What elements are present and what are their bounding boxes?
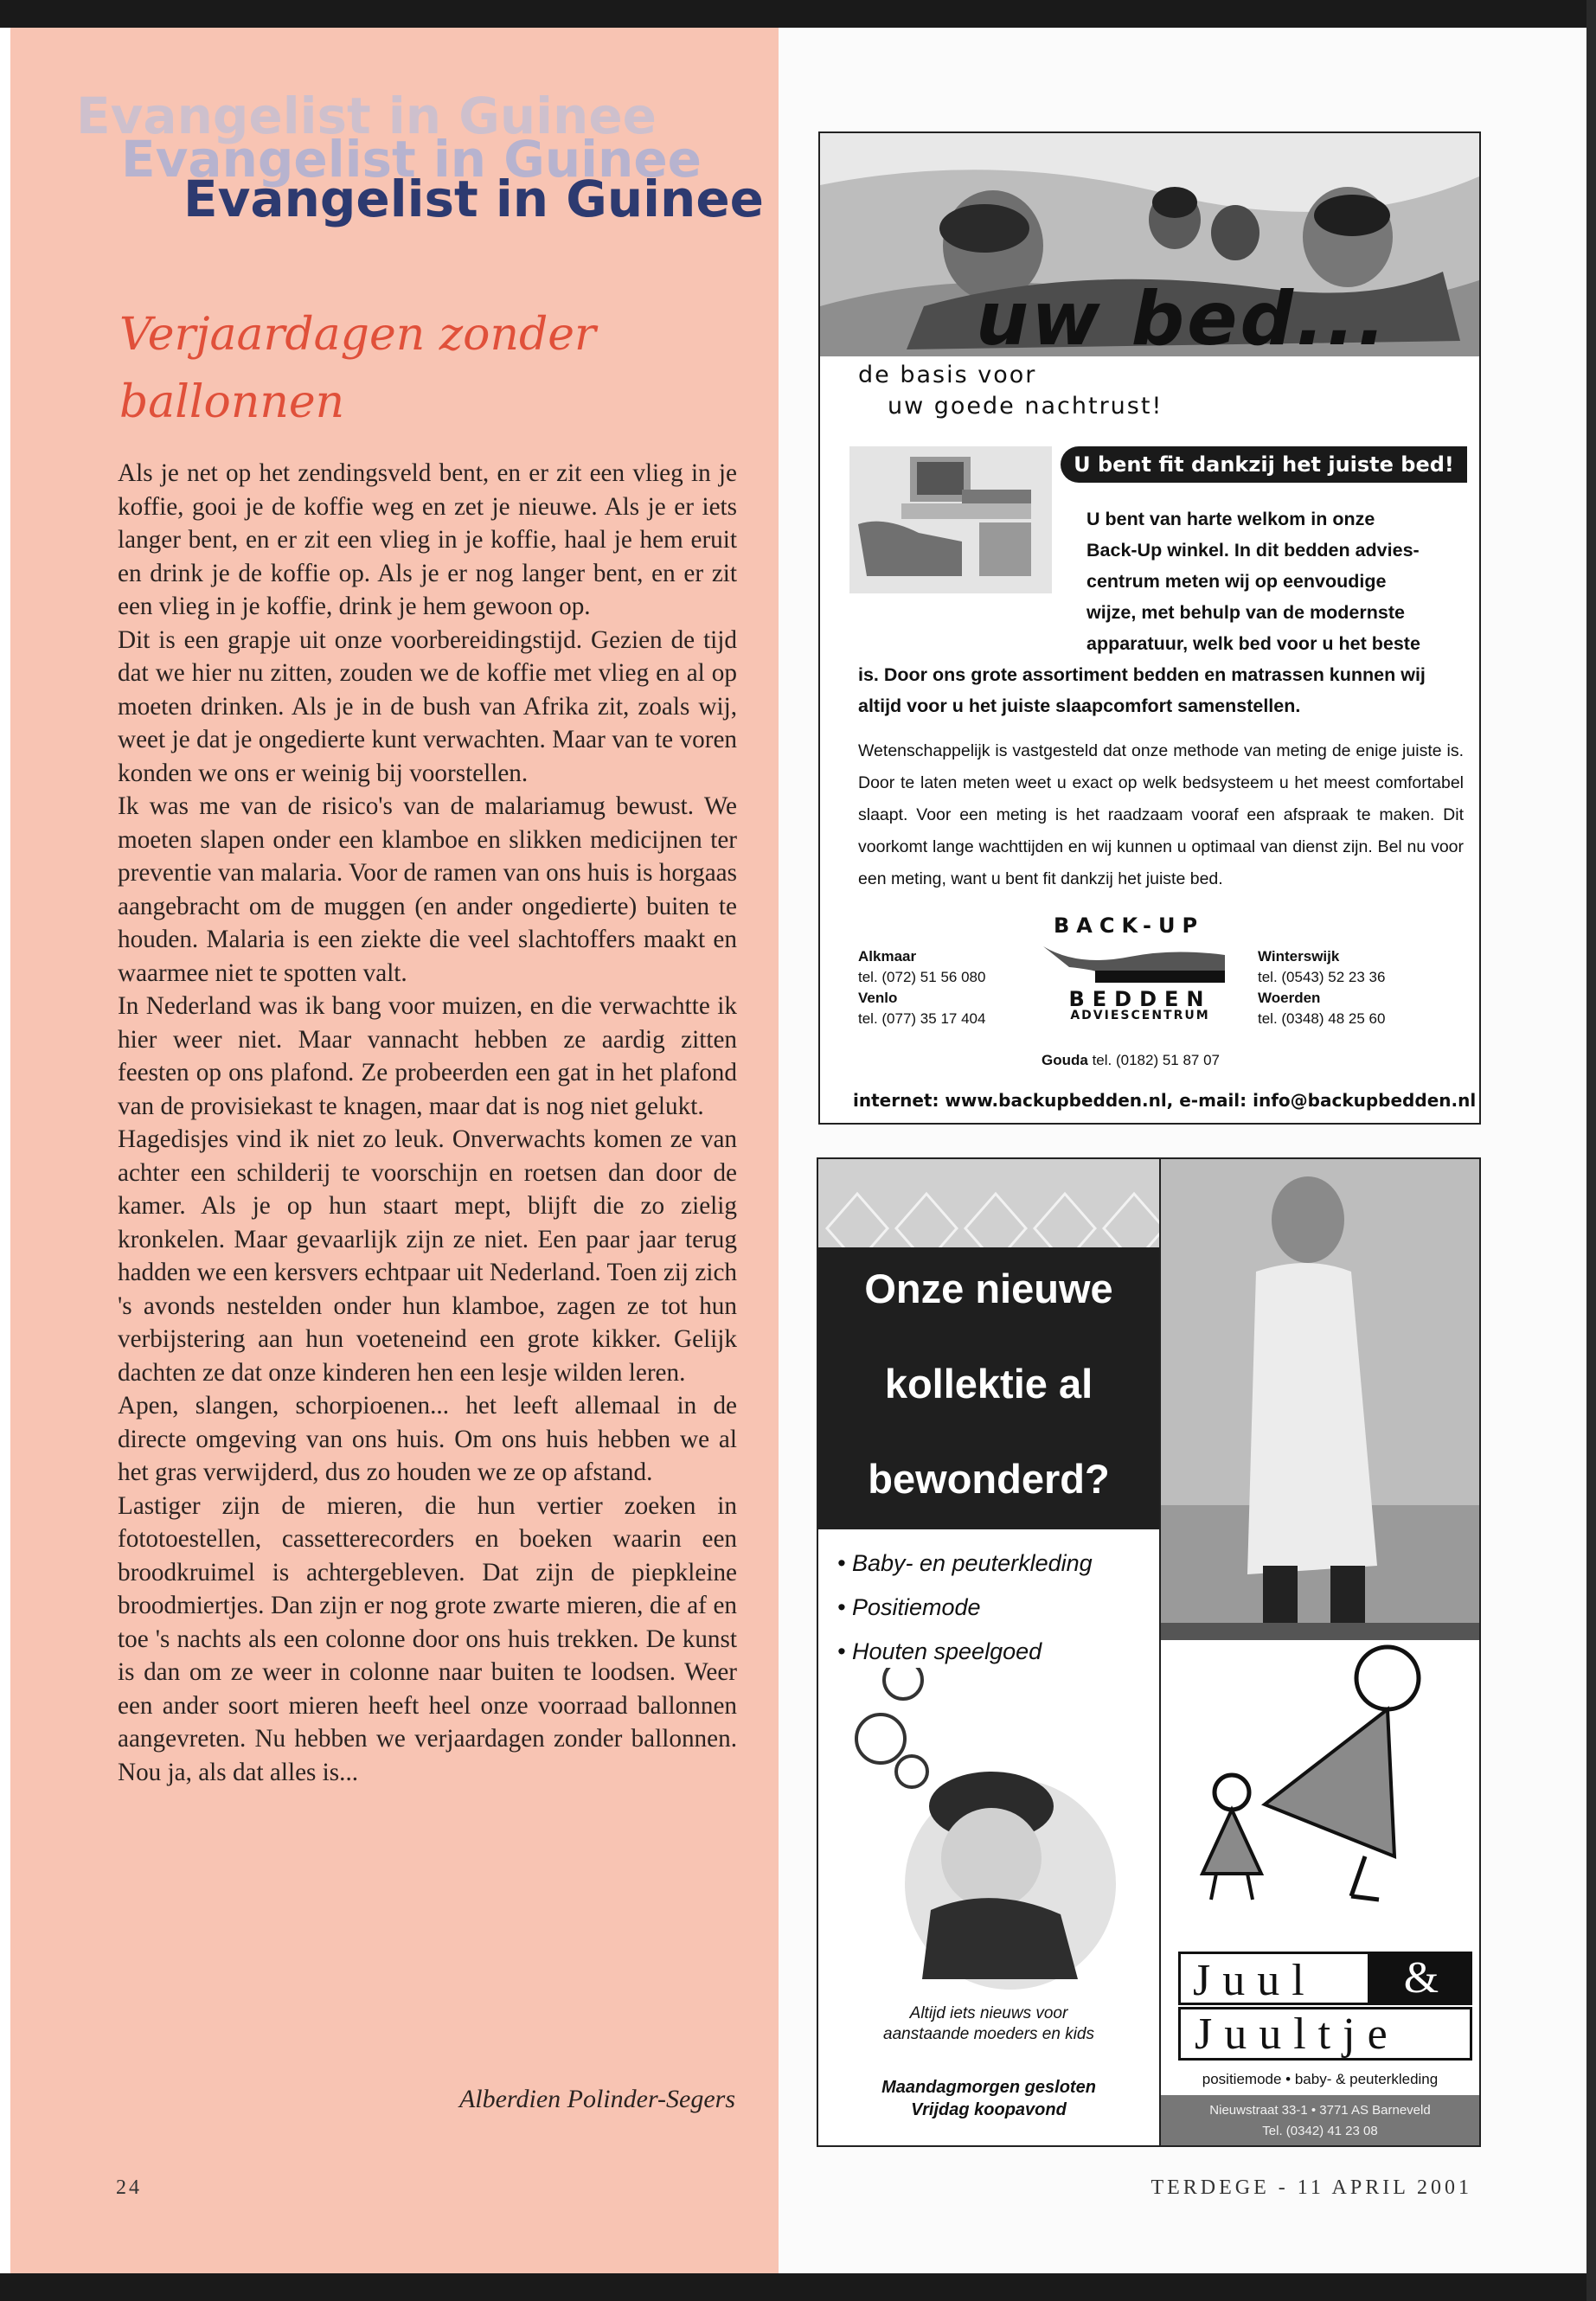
backup-headline: uw bed... — [976, 276, 1389, 362]
backup-locations-right — [1258, 946, 1385, 1029]
backup-tagline-line-2: uw goede nachtrust! — [888, 393, 1163, 420]
article-title: Evangelist in Guinee — [183, 170, 765, 228]
juul-brand-ampersand: & — [1370, 1952, 1472, 2005]
backup-intro — [858, 503, 1464, 721]
backup-logo-swoosh — [1043, 941, 1225, 983]
location-tel: tel. (077) 35 17 404 — [858, 1010, 986, 1027]
product-item: • Baby- en peuterkleding — [837, 1550, 1093, 1576]
article-paragraph: Lastiger zijn de mieren, die hun vertier zoeken in fototoestellen, cassetterecorders en boeken waarin een broodkruimel is achtergebleven. Dat zijn de piepkleine broodmiertjes. Dan zijn er nog grote zwarte mieren, die af en toe 's nachts als een colonne door ons huis trekken. De kunst is dan om ze weer in colonne naar buiten te loodsen. Weer een ander soort mieren heeft heel onze voorraad ballonnen aangevreten. Nu hebben we verjaardagen zonder ballonnen. Nou ja, als dat alles is... — [118, 1491, 737, 1786]
location-tel: tel. (0182) 51 87 07 — [1092, 1052, 1221, 1068]
page-frame-right — [1586, 0, 1596, 2301]
article-title-ghost-1: Evangelist in Guinee — [76, 87, 657, 145]
product-item: • Positiemode — [837, 1594, 981, 1620]
backup-logo-subtitle — [1054, 987, 1227, 1022]
new-arrivals-note-line-2: aanstaande moeders en kids — [883, 2025, 1094, 2043]
backup-intro-line: altijd voor u het juiste slaapcomfort samenstellen. — [858, 695, 1301, 716]
page-number: 24 — [116, 2176, 142, 2199]
new-arrivals-note — [818, 2003, 1159, 2045]
article-paragraph: Dit is een grapje uit onze voorbereidingstijd. Gezien de tijd dat we hier nu zitten, zouden we de koffie met vlieg en al op moeten drinken. Als je in de bush van Afrika zit, zoals wij, weet je dat je ongedierte kunt verwachten. Maar van te voren konden we ons er weinig bij voorstellen. — [118, 625, 737, 787]
juul-brand-word-2: Juultje — [1178, 2007, 1472, 2061]
backup-intro-line: is. Door ons grote assortiment bedden en matrassen kunnen wij — [858, 664, 1426, 685]
juul-categories: positiemode • baby- & peuterkleding — [1202, 2071, 1439, 2087]
location-tel: tel. (072) 51 56 080 — [858, 969, 986, 985]
baby-photo — [818, 1668, 1159, 1997]
article-subtitle-line-2: ballonnen — [119, 376, 345, 428]
backup-intro-line: Back-Up winkel. In dit bedden advies- — [1086, 540, 1420, 561]
location-tel: tel. (0348) 48 25 60 — [1258, 1010, 1386, 1027]
collection-heading — [818, 1247, 1159, 1529]
juul-brand-word-1: Juul — [1178, 1952, 1370, 2005]
product-list — [837, 1550, 1093, 1682]
juul-phone: Tel. (0342) 41 23 08 — [1262, 2124, 1378, 2138]
location-city: Woerden — [1258, 990, 1321, 1006]
diamond-pattern — [818, 1159, 1159, 1247]
article-body — [118, 457, 737, 1789]
juul-brand-row-1 — [1161, 1948, 1479, 2007]
juul-address-block — [1161, 2095, 1479, 2145]
backup-logo-bedden: BEDDEN — [1068, 987, 1212, 1011]
backup-contact: internet: www.backupbedden.nl, e-mail: info@backupbedden.nl — [853, 1090, 1477, 1111]
opening-hours-line-2: Vrijdag koopavond — [911, 2100, 1067, 2119]
location-city: Venlo — [858, 990, 898, 1006]
article-paragraph: Ik was me van de risico's van de malariamug bewust. We moeten slapen onder een klamboe en slikken medicijnen ter preventie van malaria. Voor de ramen van ons huis is horgaas aangebracht om de muggen (en ander ongedierte) buiten te houden. Malaria is een ziekte die veel slachtoffers maakt en waarmee niet te spotten valt. — [118, 792, 737, 987]
backup-logo-text: BACK-UP — [1054, 913, 1205, 938]
opening-hours — [818, 2076, 1159, 2121]
diamond-pattern-graphic — [818, 1159, 1159, 1247]
backup-intro-line: U bent van harte welkom in onze — [1086, 509, 1375, 529]
backup-intro-line: centrum meten wij op eenvoudige — [1086, 571, 1387, 592]
juul-juultje-ad — [817, 1157, 1481, 2147]
page-frame-top — [0, 0, 1596, 28]
collection-heading-line: bewonderd? — [868, 1456, 1110, 1502]
article-paragraph: Apen, slangen, schorpioenen... het leeft allemaal in de directe omgeving van ons huis. Om ons huis hebben we al het gras verwijderd, dus zo houden we ze op afstand. — [118, 1392, 737, 1486]
juul-juultje-logo-figures — [1161, 1640, 1479, 1913]
collection-heading-line: kollektie al — [884, 1361, 1093, 1407]
article-author: Alberdien Polinder-Segers — [458, 2085, 735, 2113]
product-item: • Houten speelgoed — [837, 1638, 1042, 1664]
woman-in-dress-photo — [1161, 1159, 1479, 1640]
backup-locations-left — [858, 946, 985, 1029]
backup-tagline — [858, 360, 1163, 422]
backup-bedden-ad — [818, 131, 1481, 1125]
backup-banner: U bent fit dankzij het juiste bed! — [1061, 446, 1467, 483]
backup-logo-adviescentrum: ADVIESCENTRUM — [1070, 1009, 1210, 1022]
juul-address: Nieuwstraat 33-1 • 3771 AS Barneveld — [1209, 2103, 1431, 2118]
new-arrivals-note-line-1: Altijd iets nieuws voor — [909, 2004, 1068, 2022]
backup-intro-line: apparatuur, welk bed voor u het beste — [1086, 633, 1420, 654]
location-city: Gouda — [1042, 1052, 1088, 1068]
backup-gouda — [1042, 1052, 1220, 1069]
backup-intro-line: wijze, met behulp van de modernste — [1086, 602, 1405, 623]
article-subtitle — [119, 301, 760, 436]
location-city: Winterswijk — [1258, 948, 1340, 965]
page-frame-bottom — [0, 2273, 1596, 2301]
opening-hours-line-1: Maandagmorgen gesloten — [881, 2078, 1096, 2097]
backup-body-text: Wetenschappelijk is vastgesteld dat onze methode van meting de enige juiste is. Door te laten meten weet u exact op welk bedsysteem u het meest comfortabel slaapt. Voor een meting is het raadzaam vooraf een afspraak te maken. Dit voorkomt lange wachttijden en wij kunnen u optimaal van dienst zijn. Bel nu voor een meting, want u bent fit dankzij het juiste bed. — [858, 741, 1464, 888]
location-city: Alkmaar — [858, 948, 917, 965]
collection-heading-line: Onze nieuwe — [864, 1266, 1113, 1311]
backup-tagline-line-1: de basis voor — [858, 362, 1037, 388]
article-subtitle-line-1: Verjaardagen zonder — [119, 309, 596, 361]
article-paragraph: Hagedisjes vind ik niet zo leuk. Onverwachts komen ze van achter een schilderij te voorschijn en roetsen dan door de kamer. Als je op hun staart mept, blijft die zo zielig kronkelen. Maar gevaarlijk zijn ze niet. Een paar jaar terug hadden we een kersvers echtpaar uit Nederland. Toen zij zich 's avonds nestelden onder hun klamboe, zagen ze tot hun verbijstering aan hun voeteneind een grote kikker. Gelijk dachten ze dat onze kinderen hen een lesje wilden leren. — [118, 1125, 737, 1387]
publication-footer: TERDEGE - 11 APRIL 2001 — [1151, 2176, 1472, 2199]
article-title-ghost-2: Evangelist in Guinee — [121, 130, 702, 189]
article-paragraph: Als je net op het zendingsveld bent, en er zit een vlieg in je koffie, gooi je de koffie weg en zet je nieuwe. Als je er iets langer bent, en er zit een vlieg in je koffie, haal je hem eruit en drink je de koffie op. Als je er nog langer bent, en er zit een vlieg in je koffie, drink je hem gewoon op. — [118, 459, 737, 620]
article-paragraph: In Nederland was ik bang voor muizen, en die verwachtte ik hier weer niet. Maar vannacht hebben ze aardig zitten feesten op ons plafond. Ze probeerden een gat in het plafond van de provisiekast te knagen, maar dat is nog niet gelukt. — [118, 992, 737, 1120]
location-tel: tel. (0543) 52 23 36 — [1258, 969, 1386, 985]
